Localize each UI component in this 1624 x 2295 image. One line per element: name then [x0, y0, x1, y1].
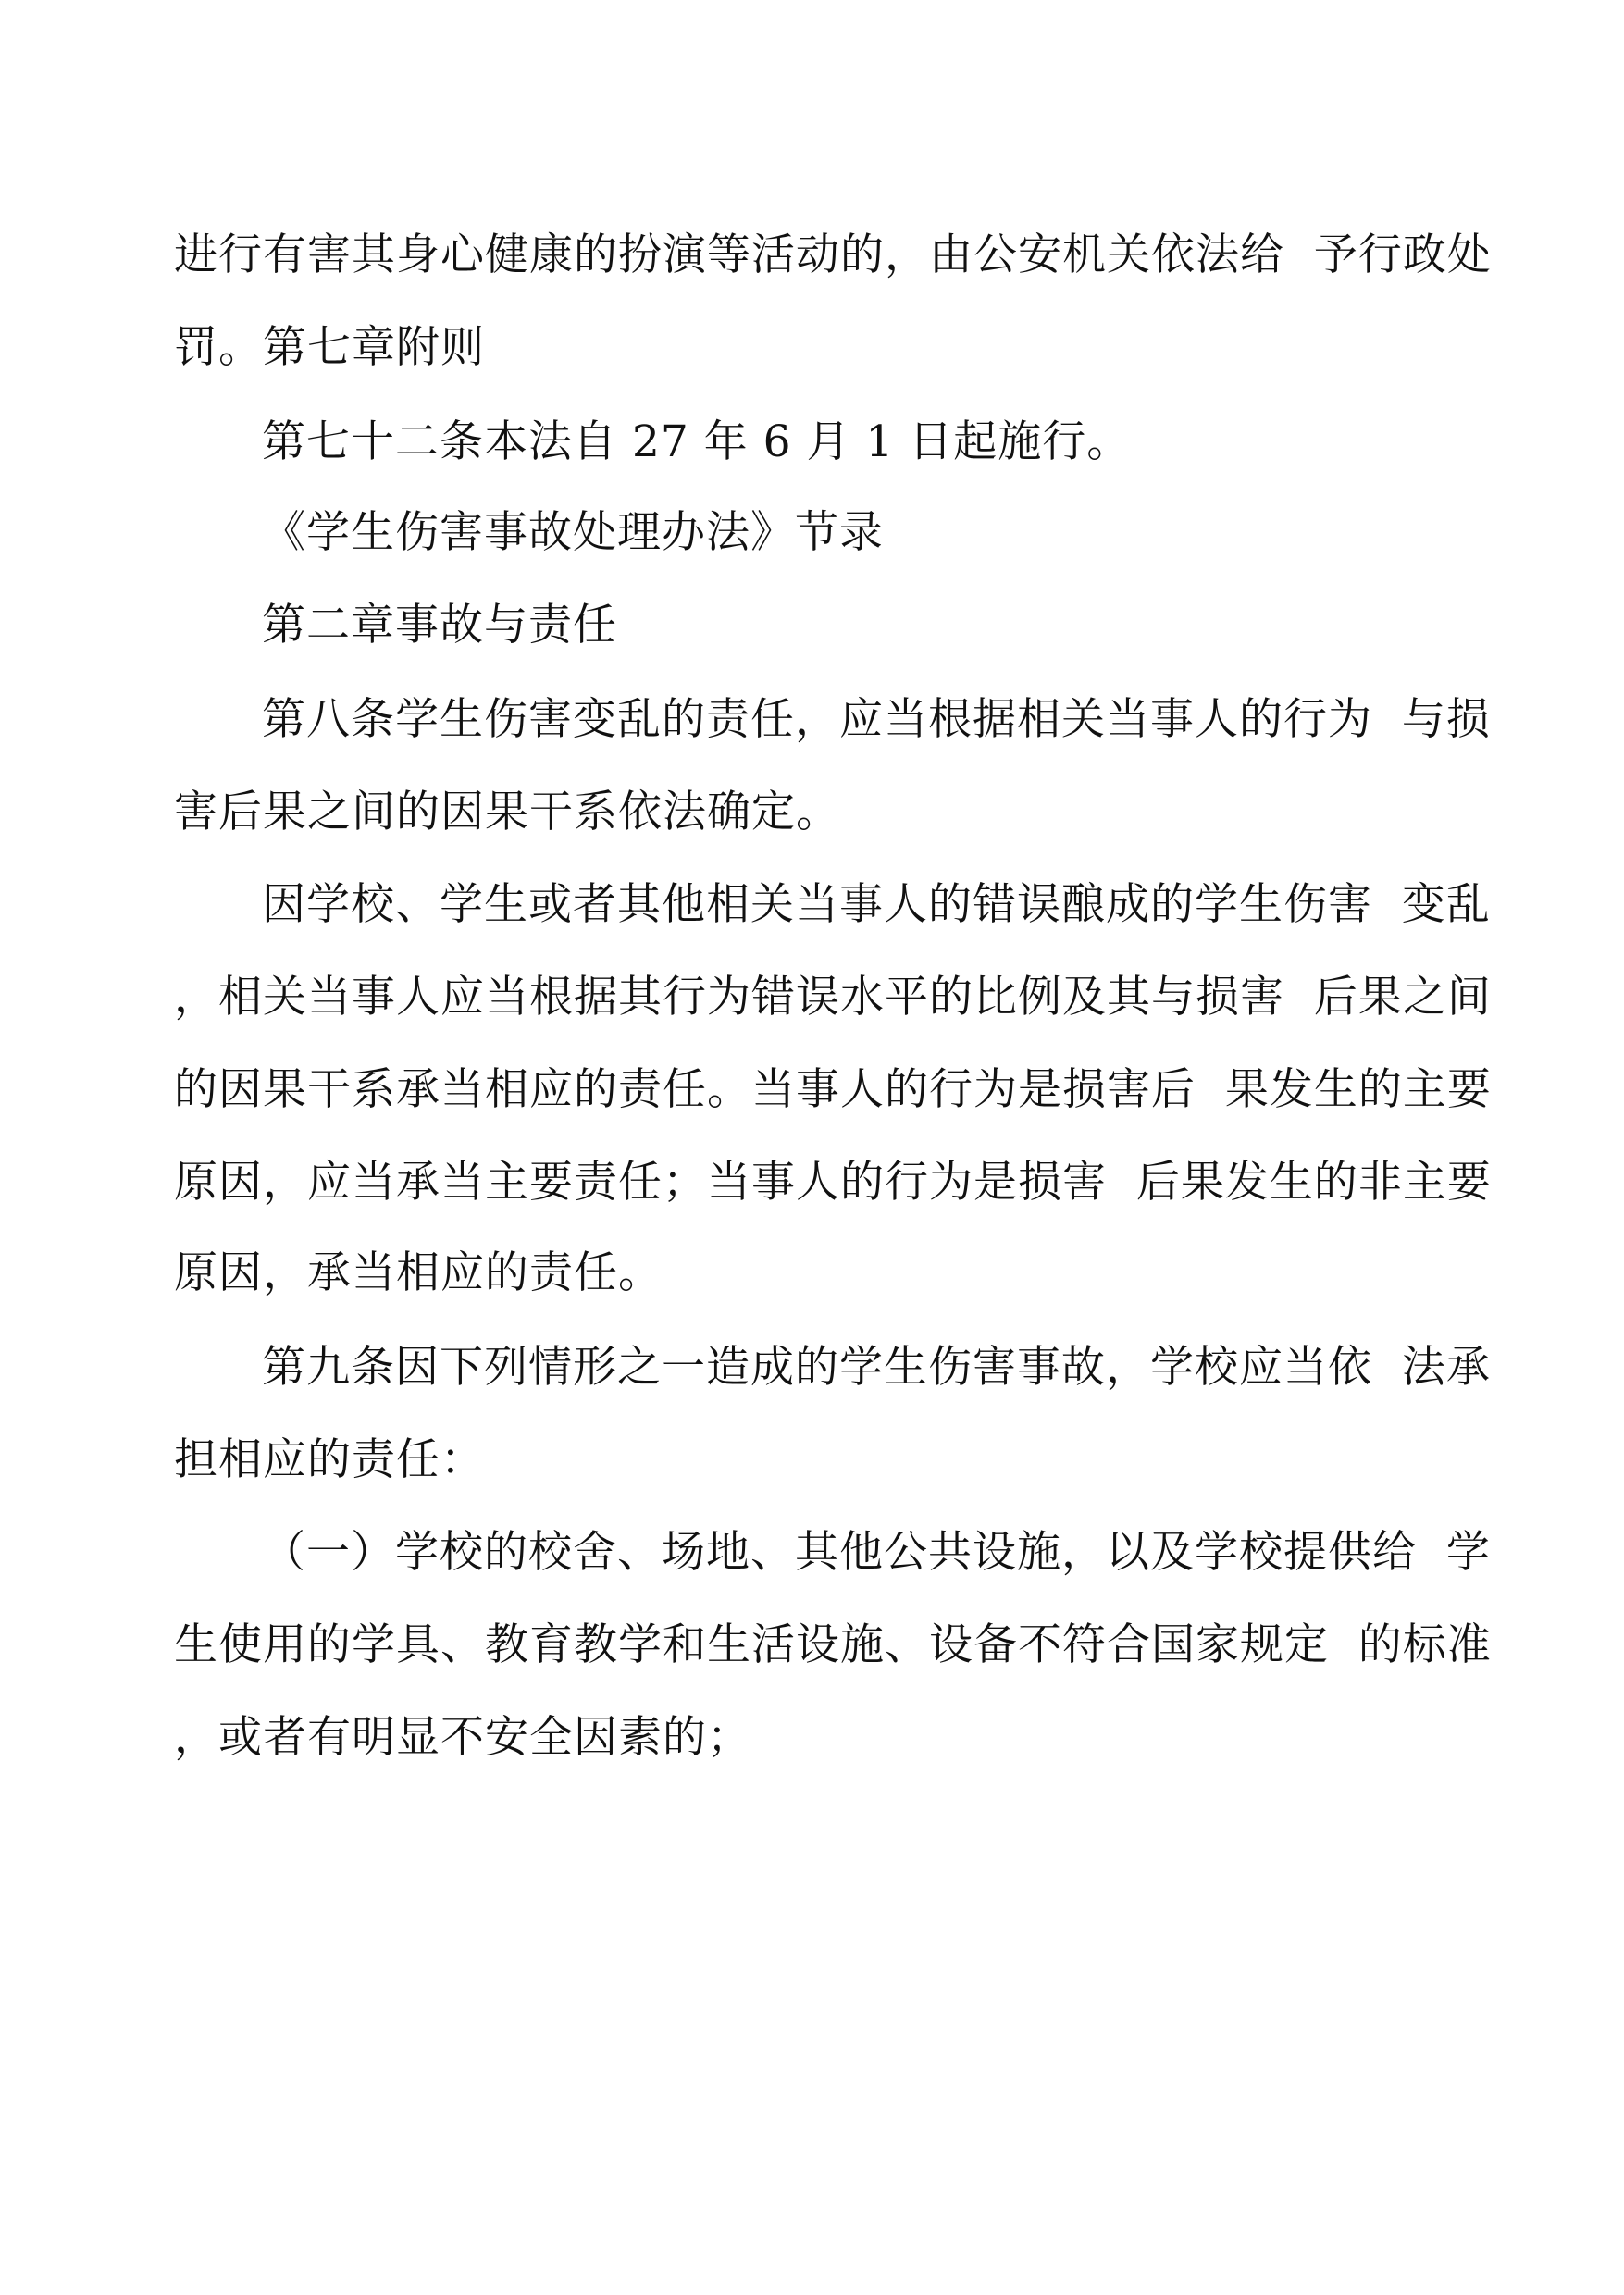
text-line: 担相应的责任： — [174, 1434, 485, 1485]
text-line: 的因果干系承当相应的责任。当事人的行为是损害后 果发生的主要 — [174, 1064, 1492, 1115]
text-line: 生使用的学具、教育教学和生活设施、设备不符合国家规定 的标准 — [174, 1619, 1492, 1670]
text-line: 罚。第七章附则 — [174, 322, 485, 373]
text-line: 第八条学生伤害变乱的责任，应当根据相关当事人的行为 与损 — [262, 694, 1491, 745]
text-line: 原因，承当相应的责任。 — [174, 1247, 663, 1298]
text-line: 原因，应当承当主要责任；当事人的行为是损害 后果发生的非主要 — [174, 1157, 1492, 1208]
text-line: ，或者有明显不安全因素的； — [174, 1712, 751, 1763]
text-line: 第二章事故与责任 — [262, 600, 617, 651]
text-line: 害后果之间的因果干系依法确定。 — [174, 787, 840, 837]
text-line: 第九条因下列情形之一造成的学生伤害事故，学校应当依 法承 — [262, 1342, 1491, 1393]
text-line: （一）学校的校舍、场地、其他公共设施，以及学校提供给 学 — [262, 1527, 1491, 1578]
text-line: ，相关当事人应当根据其行为错误水平的比例及其与损害 后果之间 — [174, 972, 1492, 1023]
text-line: 进行有害其身心健康的扮演等活动的，由公安机关依法给 予行政处 — [174, 230, 1492, 280]
text-line: 第七十二条本法自 27 年 6 月 1 日起施行。 — [262, 416, 1132, 467]
text-line: 《学生伤害事故处理办法》节录 — [262, 507, 884, 558]
text-line: 因学校、学生或者其他相关当事人的错误酿成的学生伤害 变乱 — [262, 879, 1491, 930]
